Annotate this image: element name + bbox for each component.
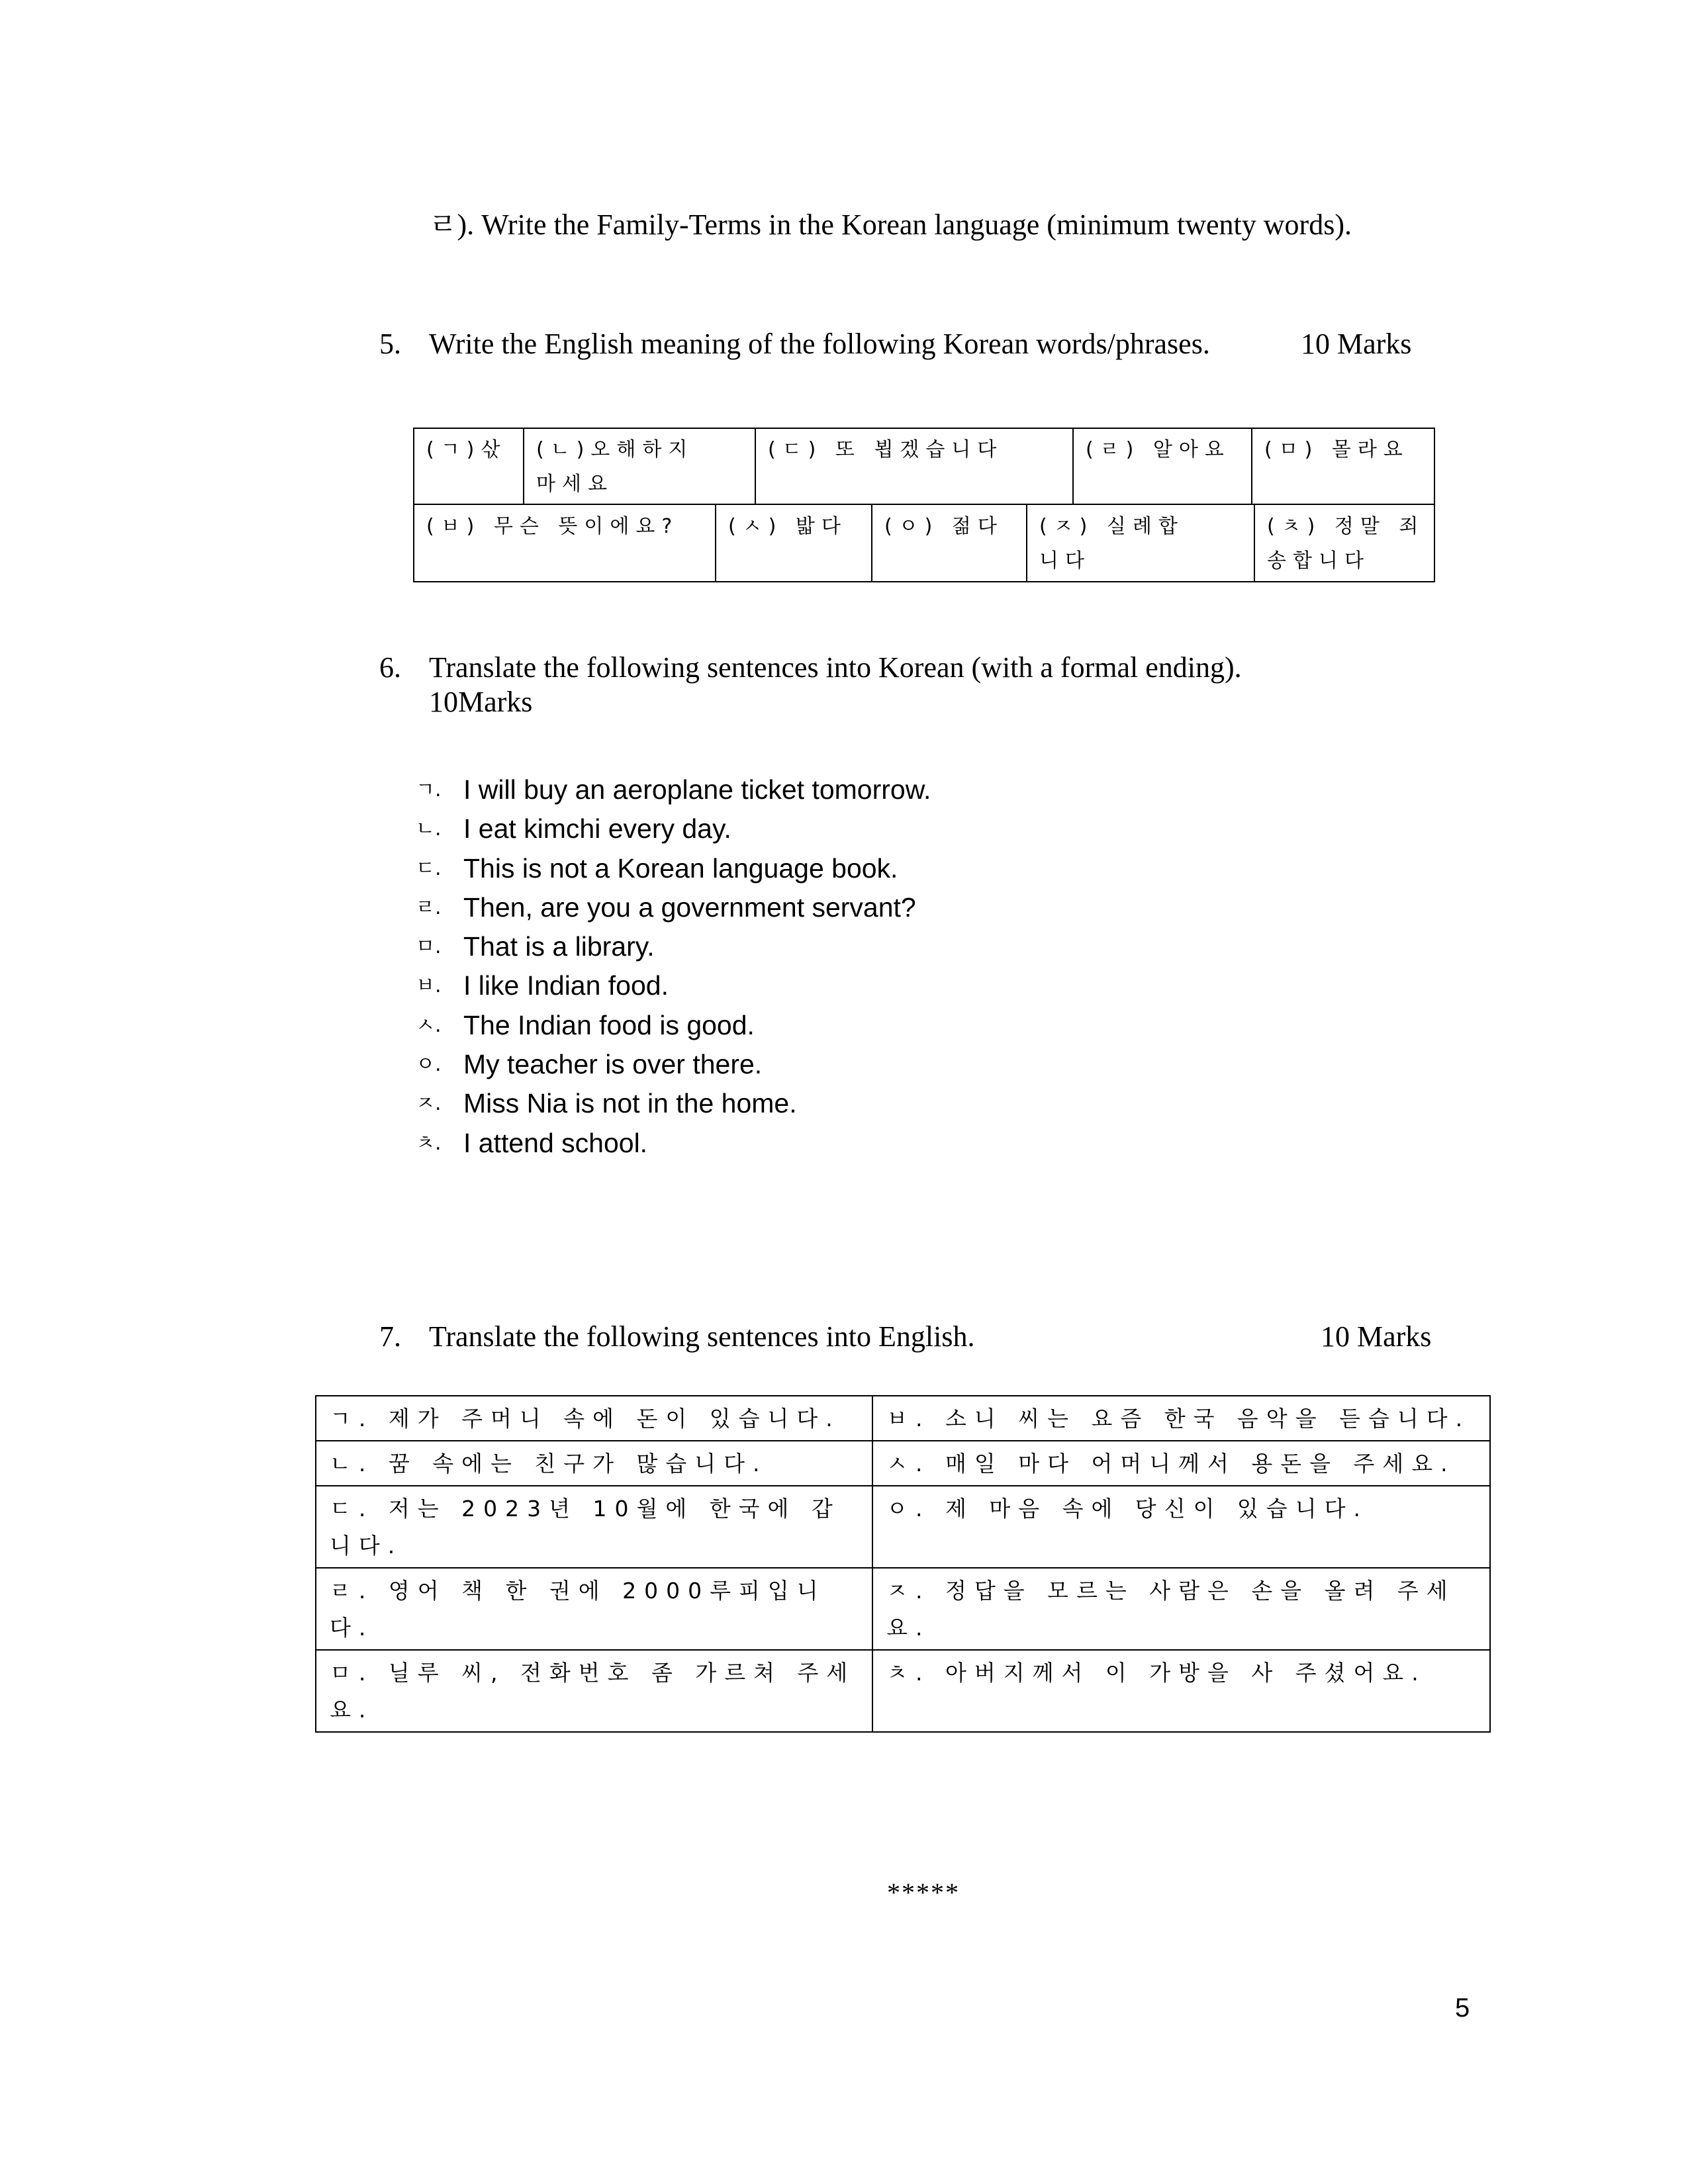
q6-text: Translate the following sentences into Korean (with a formal ending). [429, 651, 1242, 684]
list-item [416, 927, 931, 966]
table-cell: ㅇ. 제 마음 속에 당신이 있습니다. [872, 1486, 1490, 1568]
list-item [416, 1084, 931, 1123]
q6-sentence-list [416, 770, 931, 1163]
list-marker: ㅁ. [416, 935, 442, 959]
table-row [316, 1441, 1490, 1486]
list-marker: ㅈ. [416, 1092, 442, 1116]
list-marker: ㄴ. [416, 817, 442, 841]
list-marker: ㅅ. [416, 1013, 442, 1037]
list-item-text: Miss Nia is not in the home. [463, 1088, 797, 1119]
table-cell: ㄷ. 저는 2023년 10월에 한국에 갑니다. [316, 1486, 872, 1568]
table-row [316, 1486, 1490, 1568]
list-marker: ㄱ. [416, 778, 442, 801]
q5-cell-1: (ㄱ)삯 [426, 438, 507, 461]
list-item-text: I like Indian food. [463, 970, 669, 1001]
list-item-text: That is a library. [463, 931, 655, 962]
table-cell: ㅅ. 매일 마다 어머니께서 용돈을 주세요. [872, 1441, 1490, 1486]
q5-cell-9: (ㅈ) 실례합니다 [1039, 515, 1184, 572]
list-item-text: I attend school. [463, 1127, 648, 1158]
q5-number: 5. [379, 328, 401, 360]
list-item [416, 888, 931, 927]
q5-cell-4: (ㄹ) 알아요 [1086, 438, 1231, 461]
q5-cell-5: (ㅁ) 몰라요 [1264, 438, 1409, 461]
q7-marks: 10 Marks [1321, 1320, 1432, 1353]
q6-number: 6. [379, 651, 401, 684]
list-marker: ㅂ. [416, 974, 442, 998]
q5-marks: 10 Marks [1301, 328, 1412, 360]
table-cell: ㄱ. 제가 주머니 속에 돈이 있습니다. [316, 1396, 872, 1441]
list-marker: ㄷ. [416, 856, 442, 880]
page-number: 5 [1455, 1993, 1470, 2023]
table-cell: ㄴ. 꿈 속에는 친구가 많습니다. [316, 1441, 872, 1486]
list-item [416, 849, 931, 888]
table-cell: ㅁ. 닐루 씨, 전화번호 좀 가르쳐 주세요. [316, 1650, 872, 1732]
list-marker: ㄹ. [416, 895, 442, 919]
q5-cell-10: (ㅊ) 정말 죄송합니다 [1267, 515, 1425, 572]
list-item-text: This is not a Korean language book. [463, 852, 898, 884]
q7-table [315, 1395, 1491, 1733]
table-cell: ㄹ. 영어 책 한 권에 2000루피입니다. [316, 1568, 872, 1650]
list-item-text: I will buy an aeroplane ticket tomorrow. [463, 774, 931, 805]
table-row [316, 1396, 1490, 1441]
list-item [416, 809, 931, 848]
q5-cell-2: (ㄴ)오해하지 마세요 [536, 438, 694, 496]
q6-marks: 10Marks [429, 686, 533, 718]
list-item [416, 1124, 931, 1163]
list-marker: ㅇ. [416, 1053, 442, 1077]
table-cell: ㅈ. 정답을 모르는 사람은 손을 올려 주세요. [872, 1568, 1490, 1650]
q5-cell-3: (ㄷ) 또 뵙겠습니다 [768, 438, 1004, 461]
q5-cell-8: (ㅇ) 젊다 [884, 515, 1004, 538]
list-item [416, 770, 931, 809]
q5-text: Write the English meaning of the following Korean words/phrases. [429, 328, 1210, 360]
table-cell: ㅂ. 소니 씨는 요즘 한국 음악을 듣습니다. [872, 1396, 1490, 1441]
q5-cell-6: (ㅂ) 무슨 뜻이에요? [426, 515, 679, 538]
list-item-text: The Indian food is good. [463, 1009, 755, 1040]
list-marker: ㅊ. [416, 1131, 442, 1155]
list-item [416, 1045, 931, 1084]
end-marker: ***** [887, 1878, 960, 1907]
table-cell: ㅊ. 아버지께서 이 가방을 사 주셨어요. [872, 1650, 1490, 1732]
table-row [316, 1650, 1490, 1732]
list-item-text: My teacher is over there. [463, 1049, 763, 1080]
list-item [416, 1006, 931, 1045]
table-row [316, 1568, 1490, 1650]
q7-number: 7. [379, 1320, 401, 1353]
list-item-text: Then, are you a government servant? [463, 891, 916, 923]
list-item [416, 966, 931, 1005]
q5-cell-7: (ㅅ) 밟다 [728, 515, 847, 538]
q5-table [413, 428, 1434, 581]
q7-text: Translate the following sentences into English. [429, 1320, 975, 1353]
q4-part-d-text: ㄹ). Write the Family-Terms in the Korean language (minimum twenty words). [429, 208, 1352, 241]
list-item-text: I eat kimchi every day. [463, 813, 731, 844]
